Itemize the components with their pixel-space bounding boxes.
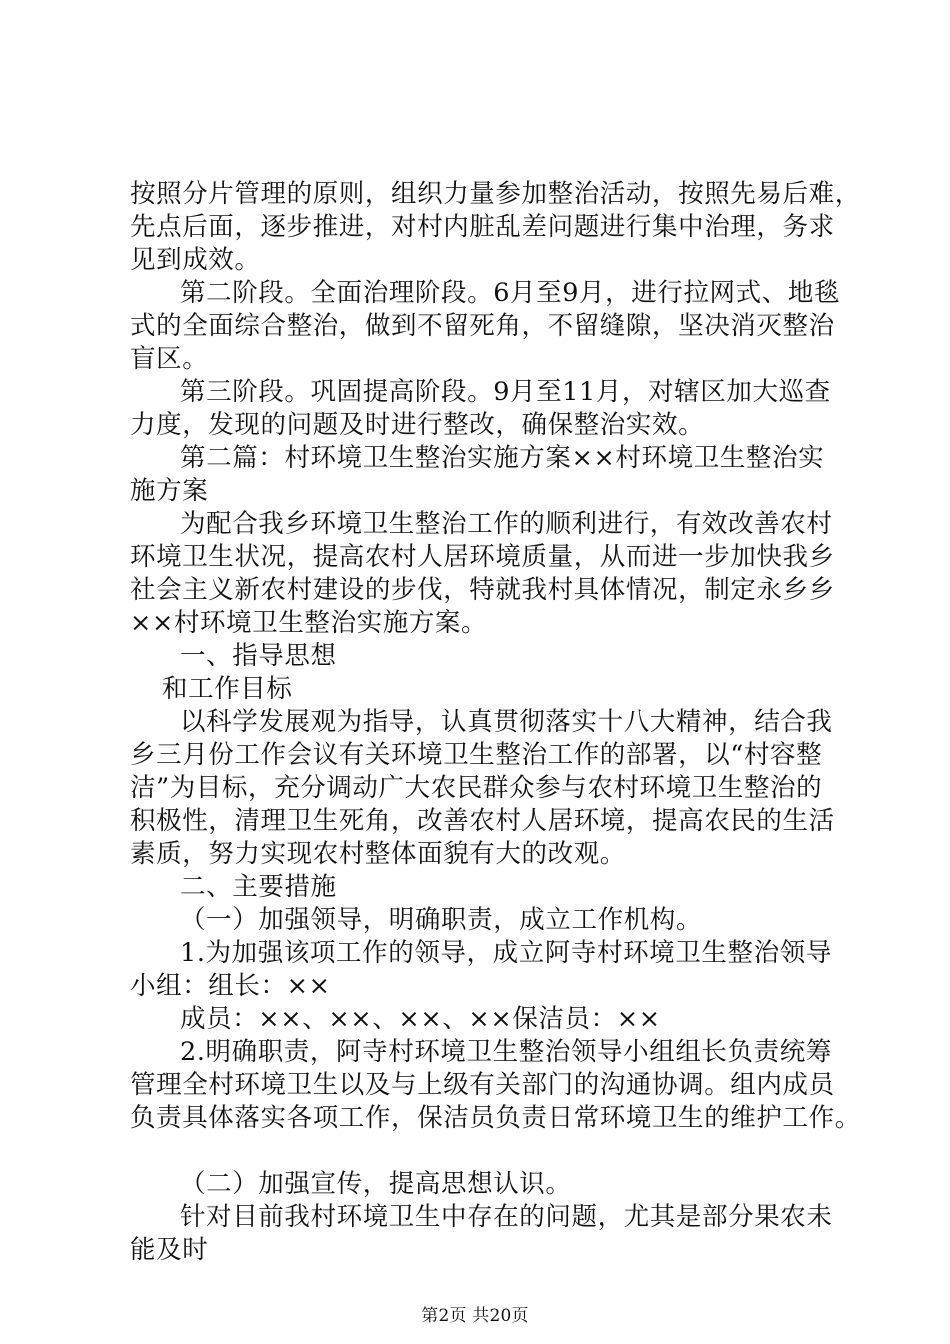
body-text-line: 盲区。 <box>130 344 209 374</box>
body-text-line: 管理全村环境卫生以及与上级有关部门的沟通协调。组内成员 <box>130 1070 835 1100</box>
subheading: 二、主要措施 <box>180 872 337 902</box>
body-text-line: 按照分片管理的原则，组织力量参加整治活动，按照先易后难， <box>130 179 861 209</box>
subheading: 和工作目标 <box>162 674 293 704</box>
body-text-line: 针对目前我村环境卫生中存在的问题，尤其是部分果农未 <box>180 1202 833 1232</box>
body-text-line: 能及时 <box>130 1235 209 1265</box>
body-text-line: 小组：组长：×× <box>130 971 331 1001</box>
body-text-line: 先点后面，逐步推进，对村内脏乱差问题进行集中治理，务求 <box>130 212 835 242</box>
section-heading: 施方案 <box>130 476 209 506</box>
body-text-line: 为配合我乡环境卫生整治工作的顺利进行，有效改善农村 <box>180 509 833 539</box>
body-text-line: 式的全面综合整治，做到不留死角，不留缝隙，坚决消灭整治 <box>130 311 835 341</box>
body-text-line: 社会主义新农村建设的步伐，特就我村具体情况，制定永乡乡 <box>130 575 835 605</box>
subheading: 一、指导思想 <box>180 641 337 671</box>
body-text-line: ××村环境卫生整治实施方案。 <box>130 608 488 638</box>
body-text-line: 以科学发展观为指导，认真贯彻落实十八大精神，结合我 <box>180 707 833 737</box>
body-text-line: 积极性，清理卫生死角，改善农村人居环境，提高农民的生活 <box>130 806 835 836</box>
body-text-line: 成员：××、××、××、××保洁员：×× <box>180 1004 661 1034</box>
body-text-line: 负责具体落实各项工作，保洁员负责日常环境卫生的维护工作。 <box>130 1103 861 1133</box>
page-number-footer: 第2页 共20页 <box>421 1306 529 1326</box>
body-text-line: 见到成效。 <box>130 245 261 275</box>
subheading: （二）加强宣传，提高思想认识。 <box>180 1169 572 1199</box>
section-heading: 第二篇：村环境卫生整治实施方案××村环境卫生整治实 <box>180 443 825 473</box>
body-text-line: 洁”为目标，充分调动广大农民群众参与农村环境卫生整治的 <box>130 773 823 803</box>
body-text-line: 乡三月份工作会议有关环境卫生整治工作的部署，以“村容整 <box>130 740 823 770</box>
body-text-line: 第三阶段。巩固提高阶段。9月至11月，对辖区加大巡查 <box>180 377 831 407</box>
body-text-line: 1.为加强该项工作的领导，成立阿寺村环境卫生整治领导 <box>180 938 832 968</box>
body-text-line: 2.明确职责，阿寺村环境卫生整治领导小组组长负责统筹 <box>180 1037 832 1067</box>
body-text-line: 第二阶段。全面治理阶段。6月至9月，进行拉网式、地毯 <box>180 278 841 308</box>
body-text-line: 环境卫生状况，提高农村人居环境质量，从而进一步加快我乡 <box>130 542 835 572</box>
body-text-line: 力度，发现的问题及时进行整改，确保整治实效。 <box>130 410 705 440</box>
body-text-line: 素质，努力实现农村整体面貌有大的改观。 <box>130 839 626 869</box>
subheading: （一）加强领导，明确职责，成立工作机构。 <box>180 905 703 935</box>
